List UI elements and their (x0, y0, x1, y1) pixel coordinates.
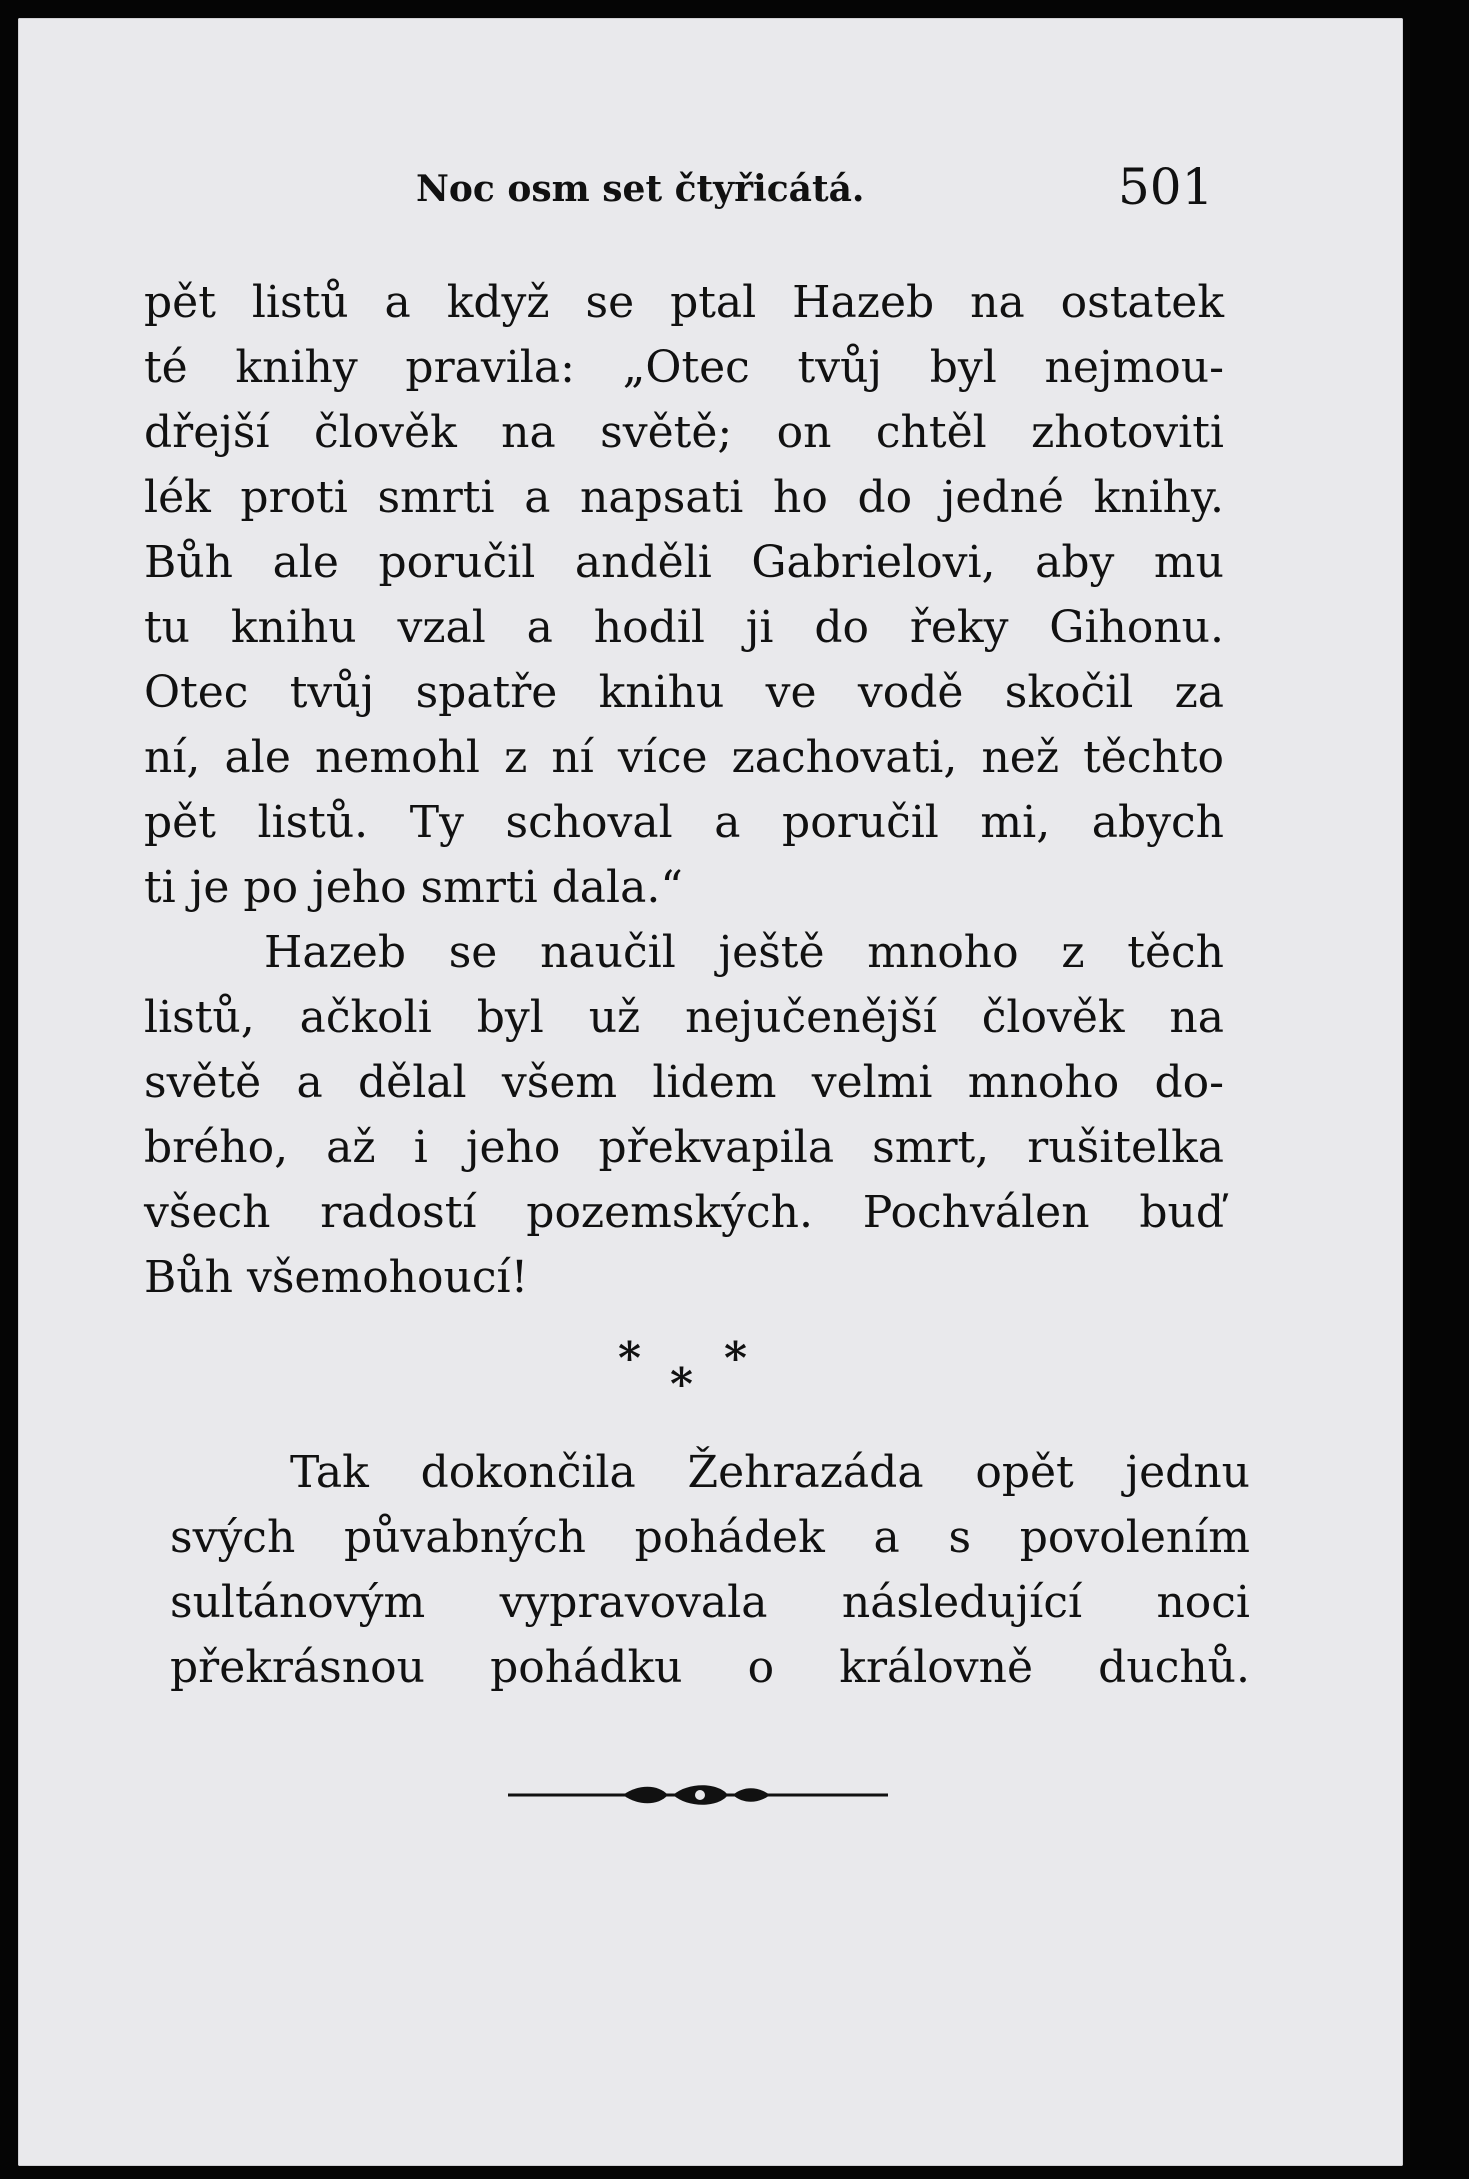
text-line: sultánovým vypravovala následující noci (170, 1577, 1250, 1628)
asterisk: * (724, 1333, 748, 1384)
text-line: ti je po jeho smrti dala.“ (144, 862, 683, 913)
text-line: Hazeb se naučil ještě mnoho z těch (264, 927, 1224, 978)
text-line: překrásnou pohádku o královně duchů. (170, 1642, 1250, 1693)
text-line: pět listů a když se ptal Hazeb na ostatek (144, 277, 1224, 328)
ornament-divider (508, 1780, 888, 1810)
paragraph-1 (144, 270, 1224, 920)
asterisk: * (670, 1359, 694, 1410)
text-line: tu knihu vzal a hodil ji do řeky Gihonu. (144, 602, 1224, 653)
text-line: brého, až i jeho překvapila smrt, rušitelka (144, 1122, 1224, 1173)
page-number: 501 (1118, 158, 1214, 216)
text-line: Bůh ale poručil anděli Gabrielovi, aby mu (144, 537, 1224, 588)
text-line: všech radostí pozemských. Pochválen buď (144, 1187, 1224, 1238)
text-line: Otec tvůj spatře knihu ve vodě skočil za (144, 667, 1224, 718)
text-line: dřejší člověk na světě; on chtěl zhotoviti (144, 407, 1224, 458)
book-page (18, 18, 1403, 2166)
text-line: ní, ale nemohl z ní více zachovati, než těchto (144, 732, 1224, 783)
asterism (618, 1333, 778, 1413)
text-line: Tak dokončila Žehrazáda opět jednu (290, 1447, 1250, 1498)
text-line: té knihy pravila: „Otec tvůj byl nejmou- (144, 342, 1224, 393)
text-line: svých půvabných pohádek a s povolením (170, 1512, 1250, 1563)
asterisk: * (618, 1333, 642, 1384)
text-line: Bůh všemohoucí! (144, 1252, 529, 1303)
paragraph-3 (170, 1440, 1250, 1700)
running-header: Noc osm set čtyřicátá. (416, 168, 865, 210)
text-line: lék proti smrti a napsati ho do jedné knihy. (144, 472, 1224, 523)
text-line: světě a dělal všem lidem velmi mnoho do- (144, 1057, 1224, 1108)
text-line: pět listů. Ty schoval a poručil mi, abych (144, 797, 1224, 848)
text-line: listů, ačkoli byl už nejučenější člověk na (144, 992, 1224, 1043)
paragraph-2 (144, 920, 1224, 1310)
